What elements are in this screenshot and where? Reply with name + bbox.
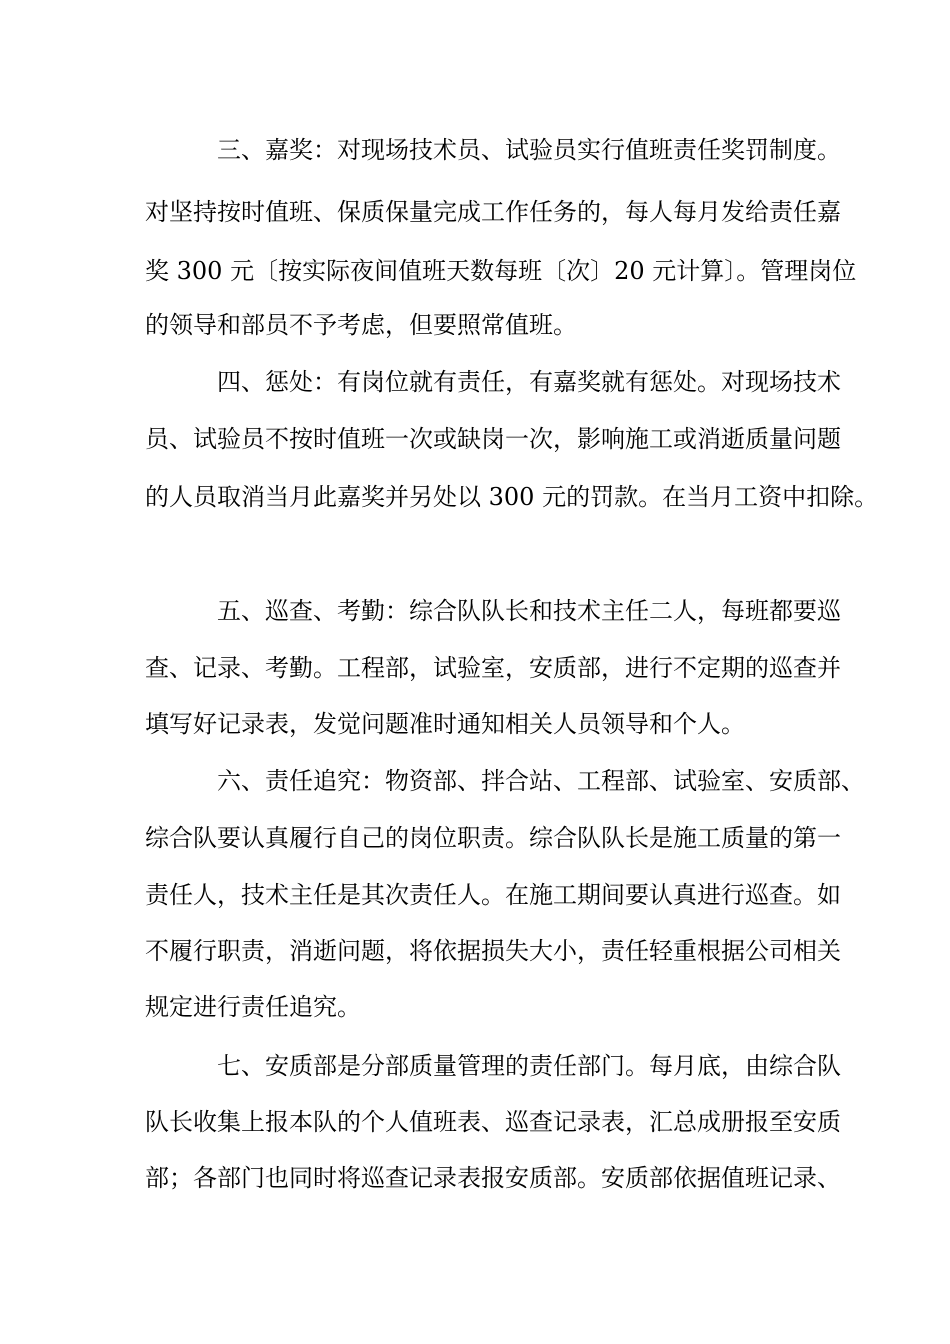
paragraph-3-line-4: 的领导和部员不予考虑，但要照常值班。 bbox=[145, 311, 577, 339]
paragraph-6-line-1: 六、责任追究：物资部、拌合站、工程部、试验室、安质部、 bbox=[217, 767, 865, 795]
paragraph-5-line-3: 填写好记录表，发觉问题准时通知相关人员领导和个人。 bbox=[145, 710, 745, 738]
paragraph-6-line-4: 不履行职责，消逝问题，将依据损失大小，责任轻重根据公司相关 bbox=[145, 937, 841, 965]
paragraph-7-line-3: 部；各部门也同时将巡查记录表报安质部。安质部依据值班记录、 bbox=[145, 1164, 841, 1192]
paragraph-7-line-1: 七、安质部是分部质量管理的责任部门。每月底，由综合队 bbox=[217, 1052, 841, 1080]
paragraph-3-line-2: 对坚持按时值班、保质保量完成工作任务的，每人每月发给责任嘉 bbox=[145, 198, 841, 226]
paragraph-6-line-5: 规定进行责任追究。 bbox=[145, 993, 361, 1021]
paragraph-6-line-2: 综合队要认真履行自己的岗位职责。综合队队长是施工质量的第一 bbox=[145, 824, 841, 852]
paragraph-5-line-2: 查、记录、考勤。工程部，试验室，安质部，进行不定期的巡查并 bbox=[145, 654, 841, 682]
paragraph-3-line-3: 奖 300 元〔按实际夜间值班天数每班〔次〕20 元计算〕。管理岗位 bbox=[145, 257, 857, 285]
paragraph-3-line-1: 三、嘉奖：对现场技术员、试验员实行值班责任奖罚制度。 bbox=[217, 136, 841, 164]
paragraph-4-line-1: 四、惩处：有岗位就有责任，有嘉奖就有惩处。对现场技术 bbox=[217, 368, 841, 396]
paragraph-4-line-2: 员、试验员不按时值班一次或缺岗一次，影响施工或消逝质量问题 bbox=[145, 425, 841, 453]
paragraph-4-line-3: 的人员取消当月此嘉奖并另处以 300 元的罚款。在当月工资中扣除。 bbox=[145, 483, 879, 511]
paragraph-5-line-1: 五、巡查、考勤：综合队队长和技术主任二人，每班都要巡 bbox=[217, 597, 841, 625]
paragraph-7-line-2: 队长收集上报本队的个人值班表、巡查记录表，汇总成册报至安质 bbox=[145, 1108, 841, 1136]
paragraph-6-line-3: 责任人，技术主任是其次责任人。在施工期间要认真进行巡查。如 bbox=[145, 881, 841, 909]
